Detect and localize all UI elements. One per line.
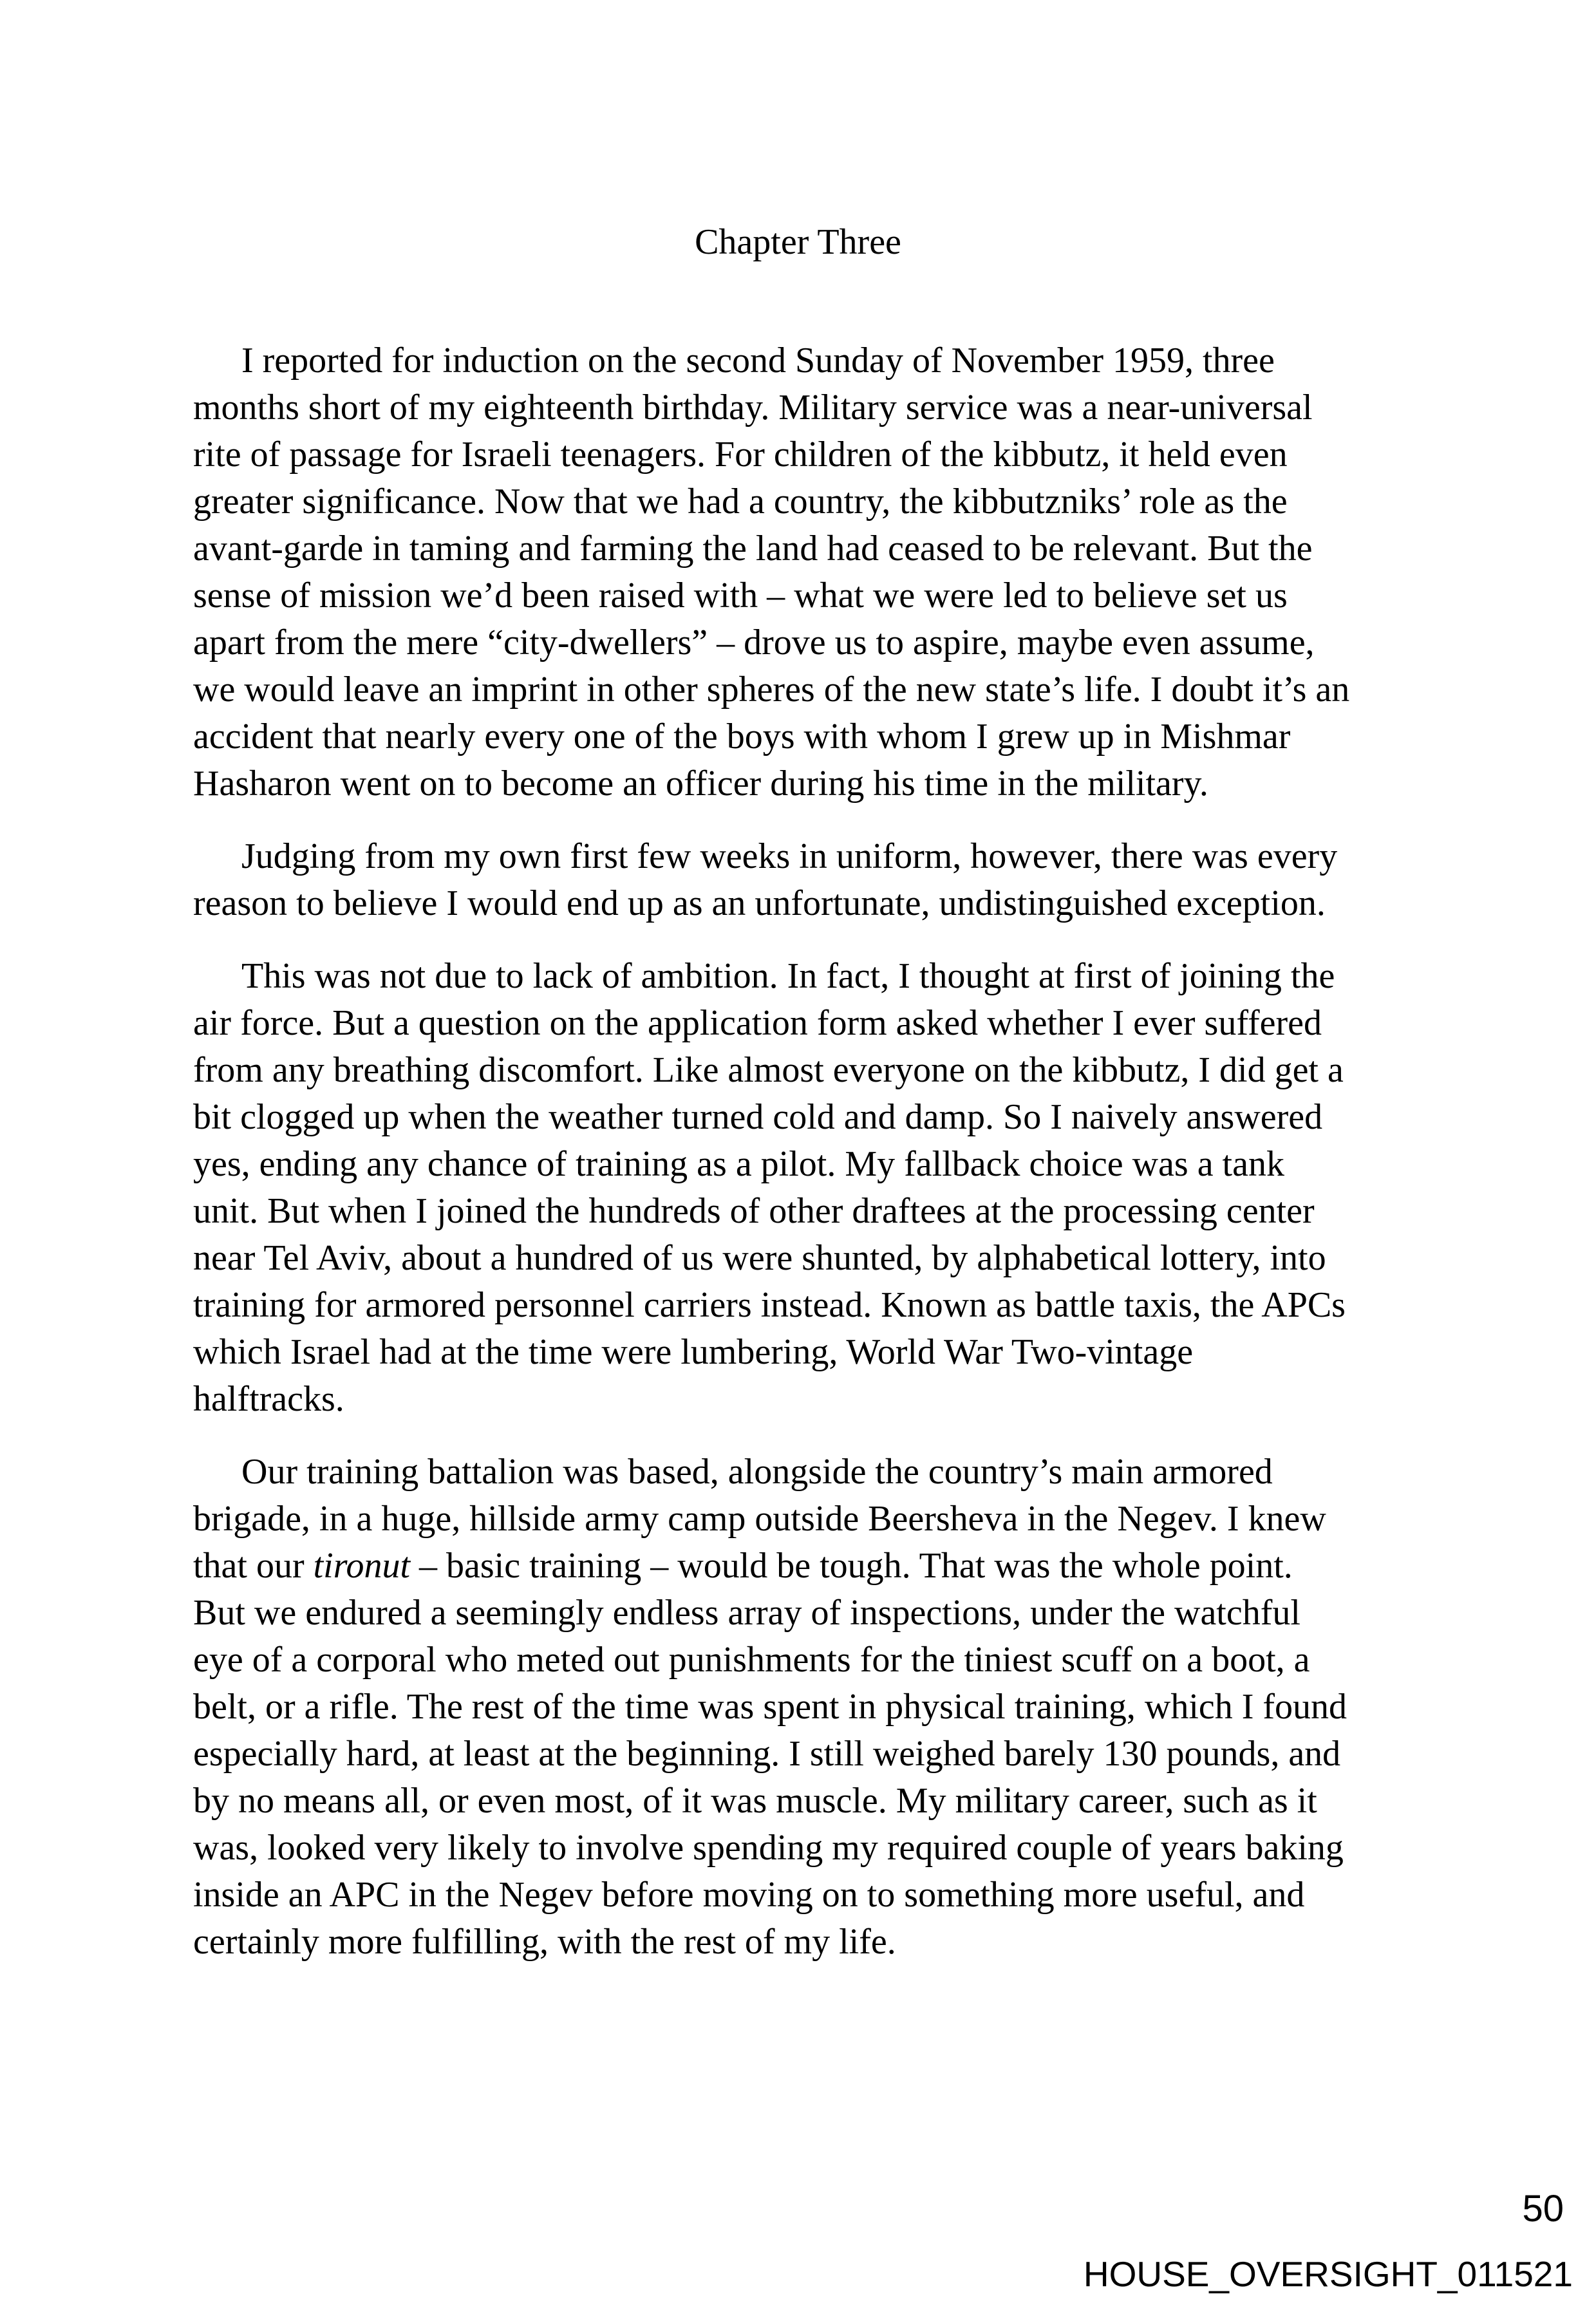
bates-stamp: HOUSE_OVERSIGHT_011521 (1083, 2254, 1573, 2294)
paragraph (193, 1449, 1442, 1966)
text-line: greater significance. Now that we had a country, the kibbutzniks’ role as the (193, 482, 1288, 522)
text-segment: that our (193, 1546, 314, 1586)
text-line: from any breathing discomfort. Like almost everyone on the kibbutz, I did get a (193, 1050, 1344, 1090)
paragraph (193, 337, 1442, 807)
text-line: Our training battalion was based, alongside the country’s main armored (241, 1452, 1273, 1492)
text-line: But we endured a seemingly endless array of inspections, under the watchful (193, 1593, 1300, 1633)
paragraph (193, 833, 1442, 927)
body-text (193, 337, 1442, 1966)
text-line: halftracks. (193, 1379, 344, 1419)
text-line: Hasharon went on to become an officer during his time in the military. (193, 764, 1208, 804)
text-line: apart from the mere “city-dwellers” – drove us to aspire, maybe even assume, (193, 623, 1315, 663)
text-line: avant-garde in taming and farming the land had ceased to be relevant. But the (193, 529, 1313, 569)
text-line: bit clogged up when the weather turned cold and damp. So I naively answered (193, 1097, 1323, 1137)
text-line: months short of my eighteenth birthday. Military service was a near-universal (193, 388, 1313, 428)
chapter-heading: Chapter Three (695, 222, 901, 262)
text-line (193, 1543, 1442, 1590)
text-line: air force. But a question on the application form asked whether I ever suffered (193, 1003, 1322, 1043)
text-line: reason to believe I would end up as an unfortunate, undistinguished exception. (193, 883, 1326, 923)
italic-text: tironut (313, 1546, 411, 1586)
text-line: unit. But when I joined the hundreds of other draftees at the processing center (193, 1191, 1315, 1231)
text-line: certainly more fulfilling, with the rest of my life. (193, 1922, 896, 1962)
text-line: eye of a corporal who meted out punishments for the tiniest scuff on a boot, a (193, 1640, 1310, 1680)
text-line: training for armored personnel carriers instead. Known as battle taxis, the APCs (193, 1285, 1346, 1325)
page-number: 50 (1522, 2188, 1564, 2230)
text-line: especially hard, at least at the beginning. I still weighed barely 130 pounds, and (193, 1734, 1341, 1774)
text-line: rite of passage for Israeli teenagers. For children of the kibbutz, it held even (193, 435, 1288, 475)
text-line: was, looked very likely to involve spending my required couple of years baking (193, 1828, 1344, 1868)
text-line: we would leave an imprint in other spheres of the new state’s life. I doubt it’s an (193, 670, 1350, 710)
text-line: yes, ending any chance of training as a pilot. My fallback choice was a tank (193, 1144, 1284, 1184)
text-line: which Israel had at the time were lumbering, World War Two-vintage (193, 1332, 1194, 1372)
text-line: sense of mission we’d been raised with – what we were led to believe set us (193, 576, 1288, 616)
paragraph (193, 953, 1442, 1423)
text-line: I reported for induction on the second Sunday of November 1959, three (241, 341, 1275, 381)
text-segment: – basic training – would be tough. That was the whole point. (410, 1546, 1293, 1586)
text-line: Judging from my own first few weeks in uniform, however, there was every (241, 836, 1338, 876)
text-line: accident that nearly every one of the boys with whom I grew up in Mishmar (193, 717, 1291, 757)
text-line: near Tel Aviv, about a hundred of us were shunted, by alphabetical lottery, into (193, 1238, 1326, 1278)
text-line: brigade, in a huge, hillside army camp outside Beersheva in the Negev. I knew (193, 1499, 1326, 1539)
text-line: belt, or a rifle. The rest of the time was spent in physical training, which I found (193, 1687, 1347, 1727)
text-line: inside an APC in the Negev before moving on to something more useful, and (193, 1875, 1305, 1915)
text-line: by no means all, or even most, of it was muscle. My military career, such as it (193, 1781, 1317, 1821)
text-line: This was not due to lack of ambition. In fact, I thought at first of joining the (241, 956, 1335, 996)
